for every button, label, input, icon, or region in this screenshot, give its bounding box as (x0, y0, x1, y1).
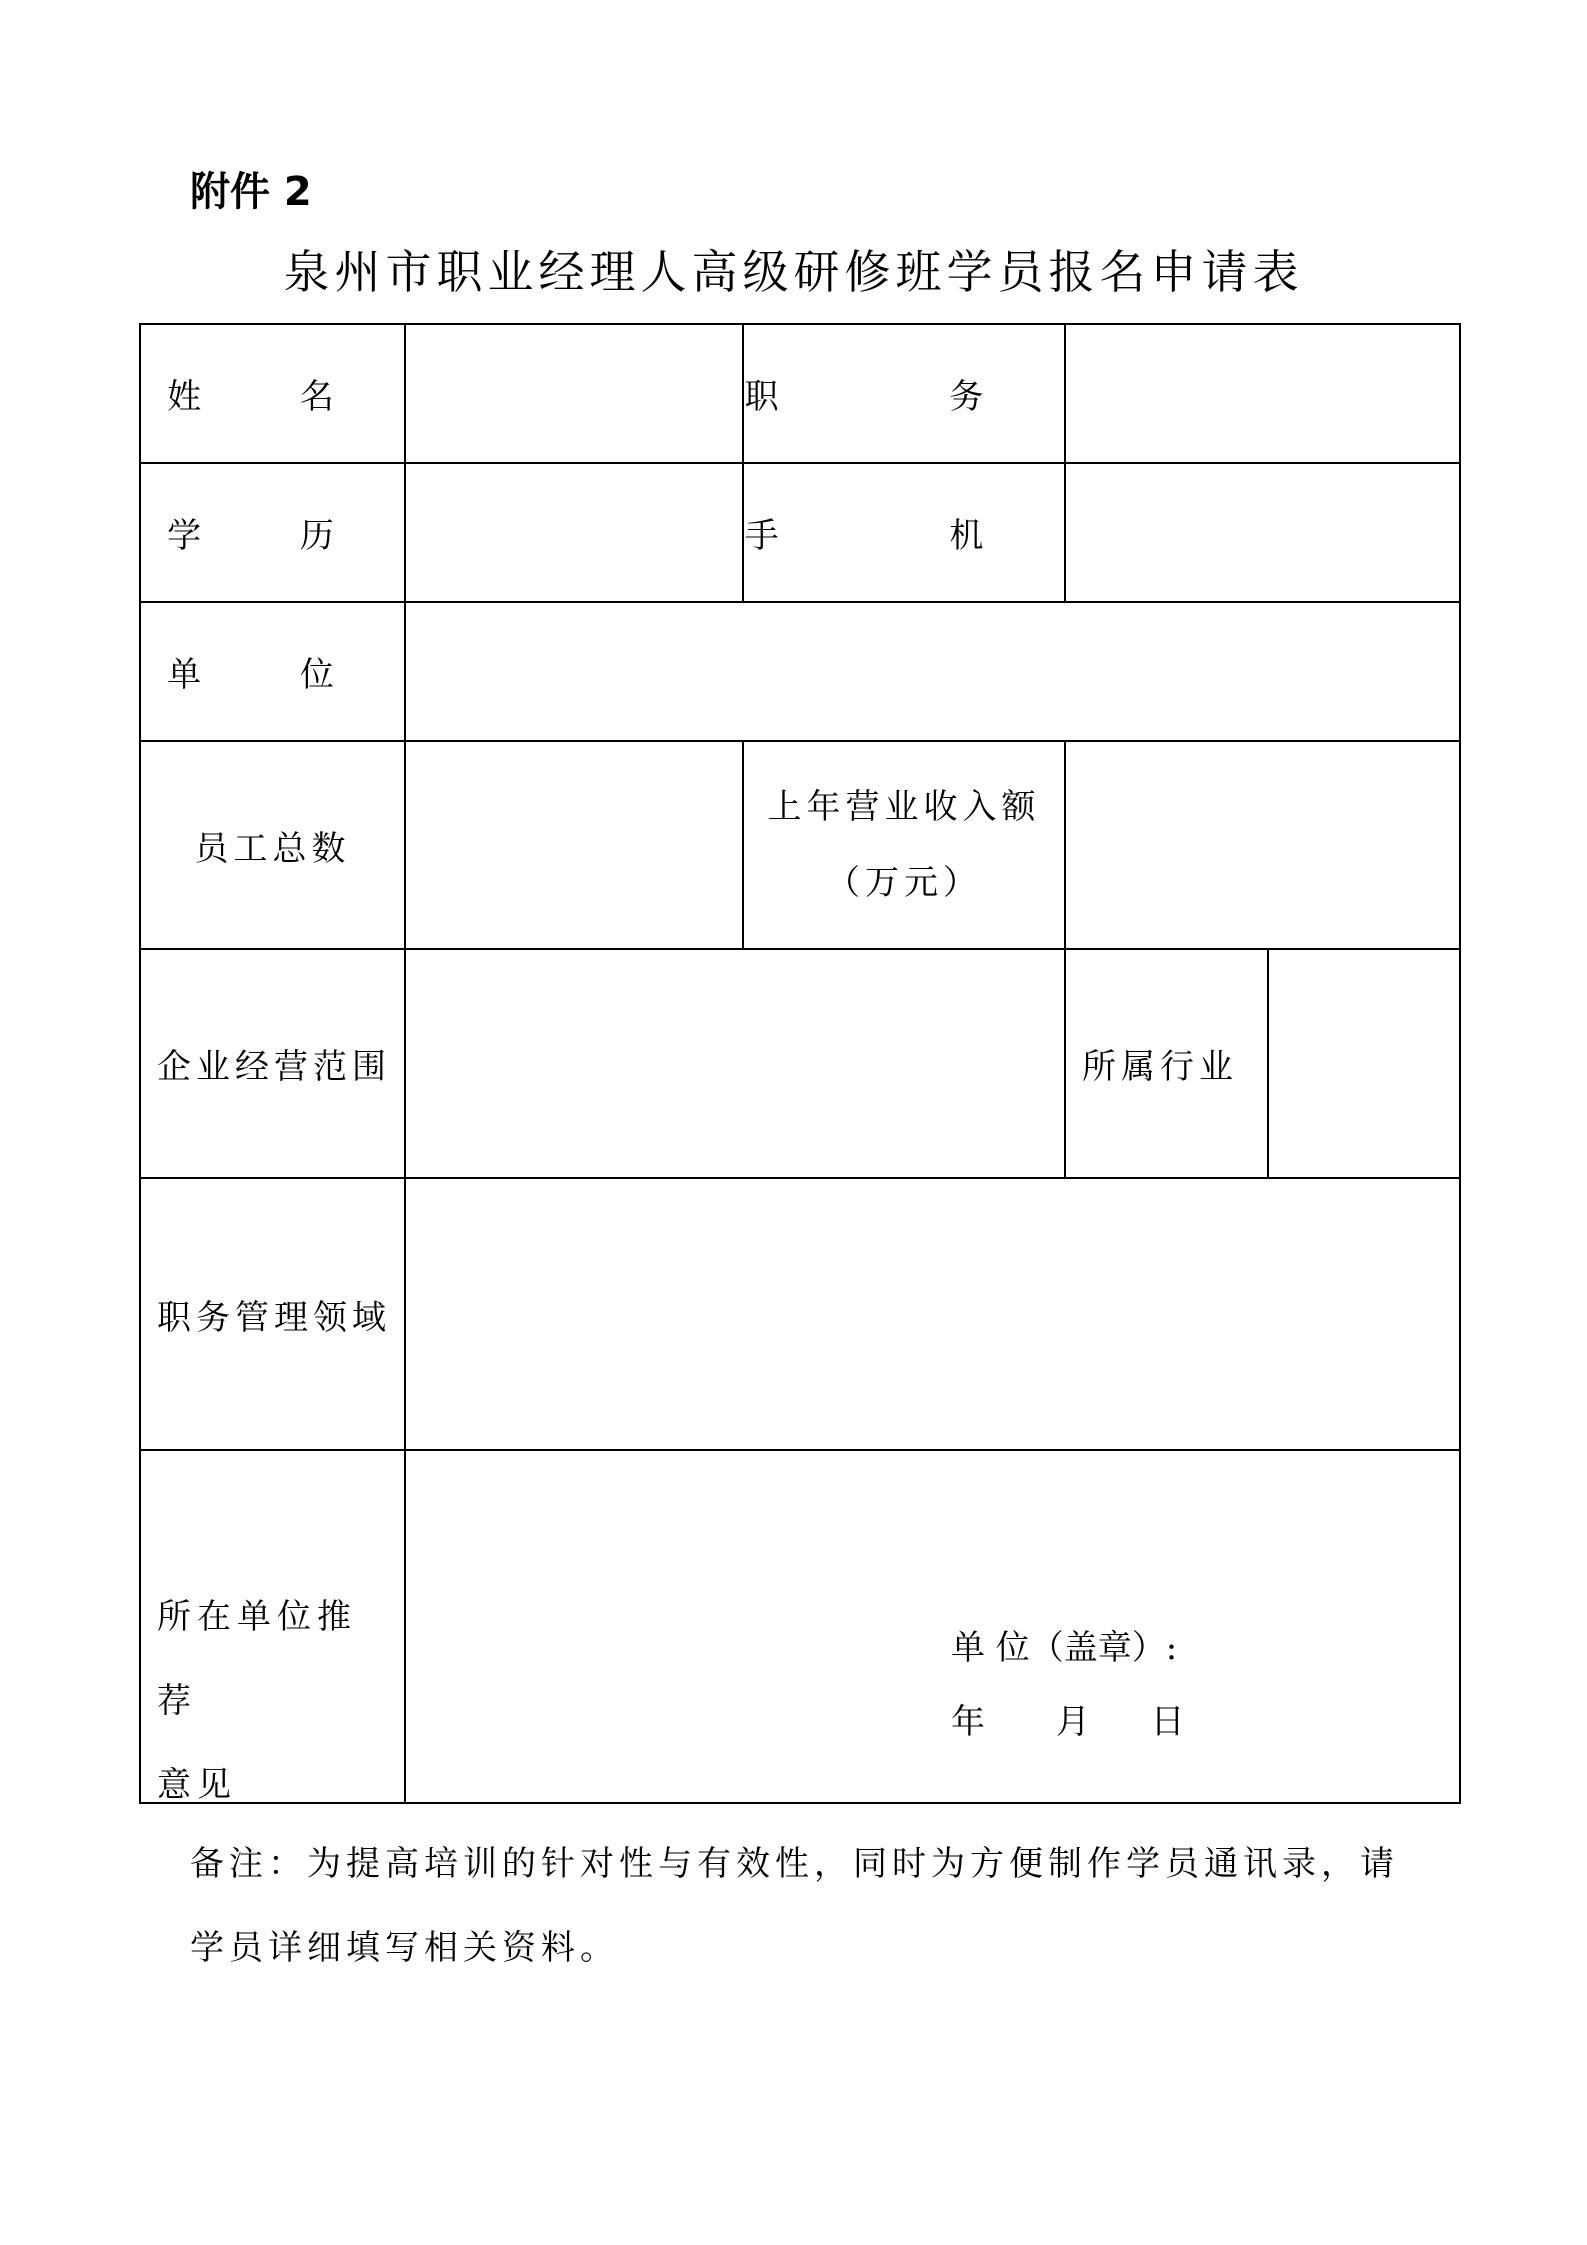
position-field[interactable] (1065, 324, 1460, 463)
phone-label-cell (743, 463, 1065, 602)
revenue-field[interactable] (1065, 741, 1460, 949)
company-field[interactable] (405, 602, 1460, 741)
row-employees-revenue (140, 741, 1460, 949)
seal-label: 单 位（盖章）: (951, 1628, 1178, 1668)
application-form-table (139, 323, 1461, 1804)
industry-field[interactable] (1268, 949, 1460, 1178)
business-scope-field[interactable] (405, 949, 1065, 1178)
company-label-cell (140, 602, 405, 741)
employees-field[interactable] (405, 741, 743, 949)
position-label: 职 务 (744, 377, 1064, 417)
education-field[interactable] (405, 463, 743, 602)
row-recommendation (140, 1450, 1460, 1803)
form-title: 泉州市职业经理人高级研修班学员报名申请表 (283, 245, 1304, 299)
date-year: 年 (951, 1702, 985, 1742)
footer-note: 备注：为提高培训的针对性与有效性，同时为方便制作学员通讯录，请学员详细填写相关资料。 (190, 1844, 1399, 1968)
recommendation-label-line2: 意见 (157, 1765, 237, 1805)
recommendation-field[interactable] (405, 1450, 1460, 1803)
date-day: 日 (1150, 1702, 1185, 1742)
revenue-label-cell (743, 741, 1065, 949)
employees-label-cell (140, 741, 405, 949)
phone-label: 手 机 (744, 516, 1064, 556)
row-education-phone (140, 463, 1460, 602)
revenue-label-line2: （万元） (826, 863, 982, 903)
attachment-label: 附件 2 (190, 169, 312, 215)
education-label-cell (140, 463, 405, 602)
company-label: 单 位 (167, 655, 378, 695)
employees-label: 员工总数 (194, 828, 351, 869)
row-company (140, 602, 1460, 741)
education-label: 学 历 (167, 516, 378, 556)
name-label-cell (140, 324, 405, 463)
management-area-label: 职务管理领域 (157, 1297, 391, 1338)
industry-label-cell (1065, 949, 1268, 1178)
seal-block (951, 1611, 1185, 1759)
date-line (951, 1685, 1185, 1759)
position-label-cell (743, 324, 1065, 463)
management-area-field[interactable] (405, 1178, 1460, 1450)
business-scope-label-cell (140, 949, 405, 1178)
name-field[interactable] (405, 324, 743, 463)
revenue-label-line1: 上年营业收入额 (767, 787, 1041, 827)
management-area-label-cell (140, 1178, 405, 1450)
row-scope-industry (140, 949, 1460, 1178)
recommendation-label (157, 1575, 387, 1827)
row-management-area (140, 1178, 1460, 1450)
name-label: 姓 名 (167, 377, 378, 417)
recommendation-label-cell (140, 1450, 405, 1803)
industry-label: 所属行业 (1082, 1047, 1238, 1087)
business-scope-label: 企业经营范围 (157, 1047, 391, 1087)
row-name-position (140, 324, 1460, 463)
phone-field[interactable] (1065, 463, 1460, 602)
recommendation-label-line1: 所在单位推荐 (157, 1597, 357, 1721)
date-month: 月 (1055, 1702, 1090, 1742)
